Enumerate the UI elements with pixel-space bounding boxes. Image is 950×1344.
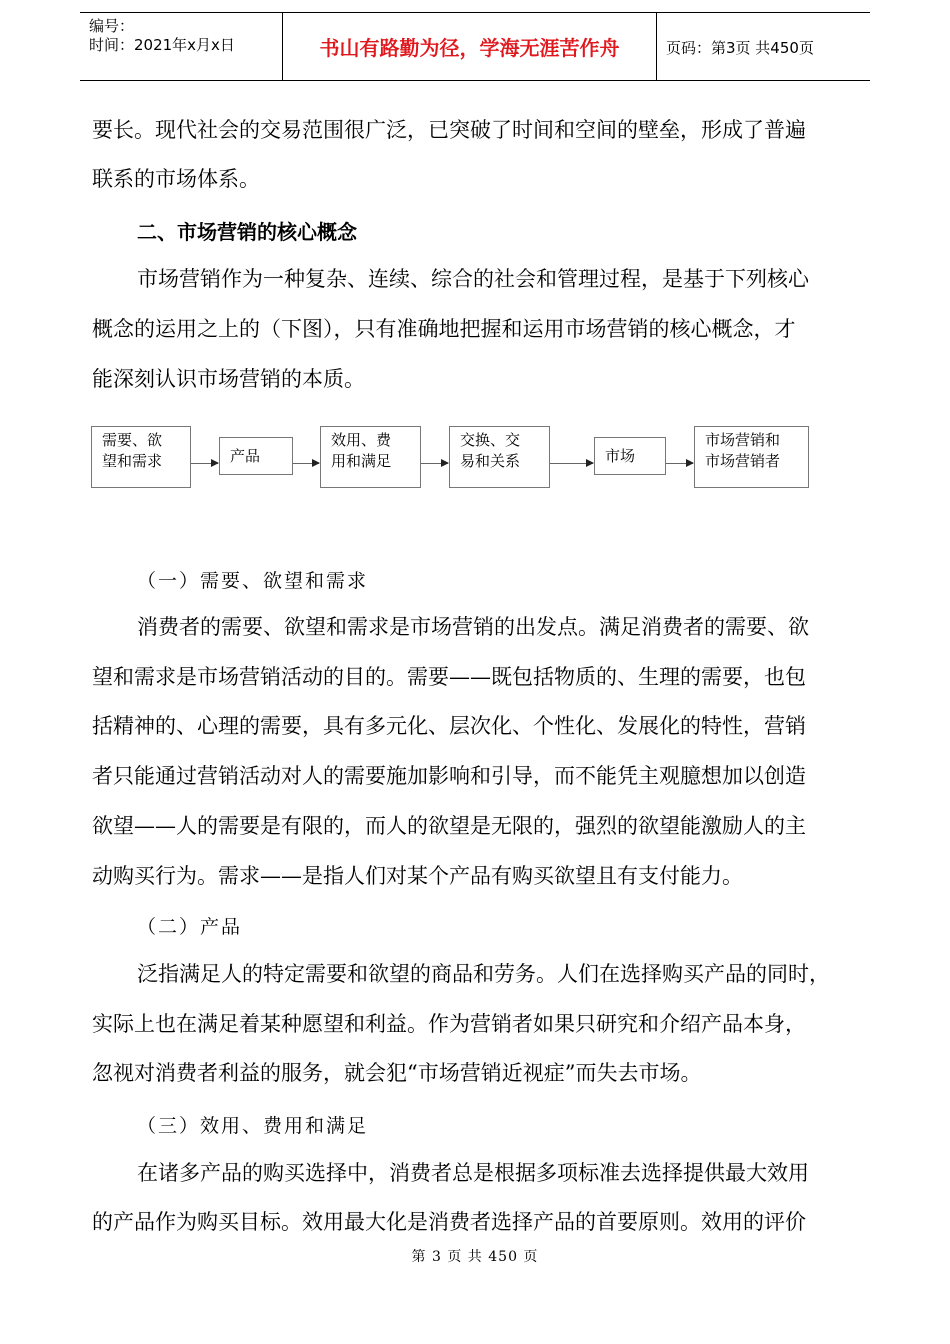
header-number-label: 编号： [89, 17, 135, 35]
header-motto: 书山有路勤为径，学海无涯苦作舟 [319, 36, 620, 60]
flow-box-utility [320, 426, 421, 488]
flow-arrow [191, 463, 218, 464]
paragraph-line: 在诸多产品的购买选择中，消费者总是根据多项标准去选择提供最大效用 [137, 1161, 809, 1185]
flow-box-exchange [449, 426, 550, 488]
flow-box-text: 交换、交 [460, 431, 521, 449]
flow-box-text: 产品 [230, 446, 261, 465]
paragraph-line: 忽视对消费者利益的服务，就会犯“市场营销近视症”而失去市场。 [92, 1061, 702, 1085]
paragraph-line: 括精神的、心理的需要，具有多元化、层次化、个性化、发展化的特性，营销 [92, 714, 806, 738]
flow-box-marketing [694, 426, 809, 488]
flow-box-text: 需要、欲 [102, 431, 163, 449]
flow-box-text: 市场营销和 [705, 431, 781, 449]
flow-box-text: 用和满足 [331, 452, 392, 470]
flow-box-needs [91, 426, 191, 488]
header-date: 时间：2021年x月x日 [89, 36, 235, 54]
paragraph-line: 者只能通过营销活动对人的需要施加影响和引导，而不能凭主观臆想加以创造 [92, 764, 806, 788]
flow-box-text: 易和关系 [460, 452, 521, 470]
flow-box-text: 市场营销者 [705, 452, 781, 470]
paragraph-line: 能深刻认识市场营销的本质。 [92, 367, 365, 391]
paragraph-line: 要长。现代社会的交易范围很广泛，已突破了时间和空间的壁垒，形成了普遍 [92, 118, 806, 142]
paragraph-line: 联系的市场体系。 [92, 167, 260, 191]
subsection-title: （三）效用、费用和满足 [137, 1115, 369, 1137]
paragraph-line: 动购买行为。需求——是指人们对某个产品有购买欲望且有支付能力。 [92, 864, 743, 888]
paragraph-line: 消费者的需要、欲望和需求是市场营销的出发点。满足消费者的需要、欲 [137, 615, 809, 639]
flow-box-text: 望和需求 [102, 452, 163, 470]
flow-arrow [293, 463, 319, 464]
paragraph-line: 望和需求是市场营销活动的目的。需要——既包括物质的、生理的需要，也包 [92, 665, 806, 689]
flow-box-text: 市场 [605, 446, 636, 465]
header-divider [656, 13, 657, 80]
flow-box-product [219, 437, 293, 475]
paragraph-line: 的产品作为购买目标。效用最大化是消费者选择产品的首要原则。效用的评价 [92, 1210, 806, 1234]
header-page-info: 页码：第3页 共450页 [666, 39, 814, 57]
flow-box-market [594, 437, 666, 475]
paragraph-line: 欲望——人的需要是有限的，而人的欲望是无限的，强烈的欲望能激励人的主 [92, 814, 806, 838]
flow-arrow [550, 463, 593, 464]
flow-arrow [421, 463, 448, 464]
header-meta [80, 13, 282, 80]
flow-box-text: 效用、费 [331, 431, 392, 449]
paragraph-line: 实际上也在满足着某种愿望和利益。作为营销者如果只研究和介绍产品本身， [92, 1012, 806, 1036]
paragraph-line: 概念的运用之上的（下图），只有准确地把握和运用市场营销的核心概念，才 [92, 317, 796, 341]
subsection-title: （一）需要、欲望和需求 [137, 570, 369, 592]
flow-arrow [666, 463, 693, 464]
paragraph-line: 泛指满足人的特定需要和欲望的商品和劳务。人们在选择购买产品的同时， [137, 962, 830, 986]
page-footer: 第 3 页 共 450 页 [411, 1249, 539, 1265]
subsection-title: （二）产品 [137, 916, 243, 938]
paragraph-line: 市场营销作为一种复杂、连续、综合的社会和管理过程，是基于下列核心 [137, 267, 809, 291]
section-title: 二、市场营销的核心概念 [137, 220, 357, 244]
page-header [80, 12, 870, 81]
